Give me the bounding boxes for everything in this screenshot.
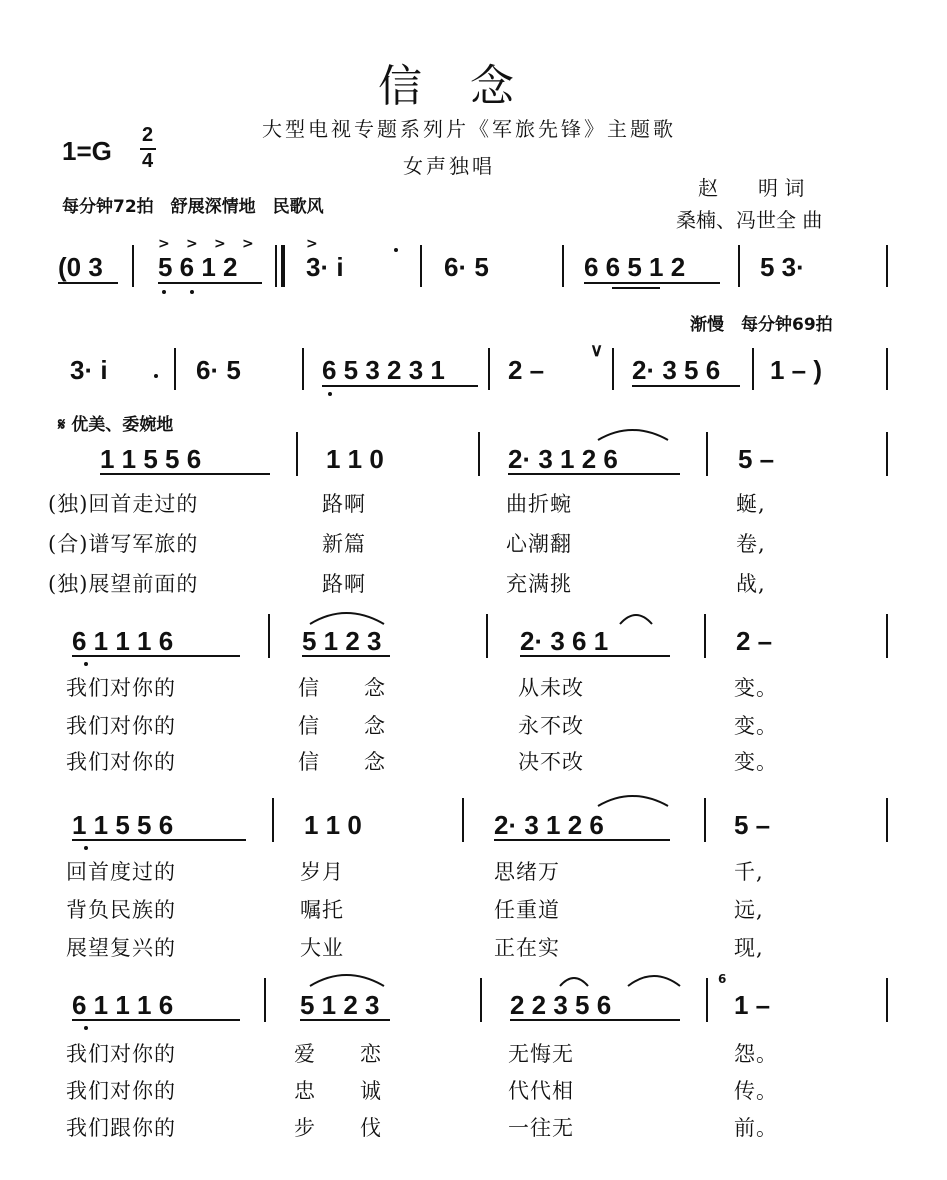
melody-measure: 5 –	[738, 444, 775, 474]
lyric-line: 远,	[734, 898, 764, 922]
melody-measure: 1 1 0	[304, 810, 362, 840]
lyric-line: 正在实	[494, 936, 560, 960]
tempo-change: 渐慢 每分钟69拍	[690, 315, 833, 335]
lyric-line: 路啊	[322, 492, 366, 516]
lyric-line: 信 念	[298, 714, 386, 738]
lyric-line: 蜒,	[736, 492, 766, 516]
svg-text:>: >	[158, 236, 170, 252]
melody-measure: 2· 3 1 2 6	[508, 444, 618, 474]
page-title: 信 念	[378, 61, 516, 112]
melody-measure: 5 1 2 3	[302, 626, 382, 656]
intro-measure-2: 5 6 1 2	[158, 252, 238, 282]
melody-measure: 1 1 0	[326, 444, 384, 474]
svg-text:>: >	[186, 236, 198, 252]
lyric-line: 无悔无	[508, 1042, 574, 1066]
tempo-marking: 每分钟72拍 舒展深情地 民歌风	[62, 197, 324, 217]
melody-measure: 2· 3 6 1	[520, 626, 609, 656]
performer: 女声独唱	[403, 154, 495, 178]
lyric-line: 变。	[734, 676, 778, 700]
lyric-line: 变。	[734, 714, 778, 738]
time-signature-top: 2	[142, 124, 154, 146]
lyric-line: 心潮翻	[506, 532, 572, 556]
subtitle: 大型电视专题系列片《军旅先锋》主题歌	[262, 117, 676, 141]
lyric-line: 现,	[734, 936, 764, 960]
lyric-line: 前。	[734, 1116, 778, 1140]
melody-measure: 6 1 1 1 6	[72, 626, 174, 656]
lyric-line: 代代相	[508, 1079, 574, 1103]
lyric-line: (合)谱写军旅的	[48, 532, 199, 556]
lyric-line: 任重道	[494, 898, 560, 922]
time-signature-bottom: 4	[142, 150, 154, 172]
intro-measure-5: 6 6 5 1 2	[584, 252, 686, 282]
lyric-line: (独)展望前面的	[48, 572, 199, 596]
lyric-line: 展望复兴的	[66, 936, 176, 960]
lyric-line: 充满挑	[506, 572, 572, 596]
melody-measure: 2 2 3 5 6	[510, 990, 612, 1020]
intro-measure-6: 5 3·	[760, 252, 805, 282]
lyric-line: 我们跟你的	[66, 1116, 176, 1140]
intro-measure-8: 6· 5	[196, 355, 241, 385]
lyric-line: 永不改	[518, 714, 584, 738]
lyric-line: 从未改	[518, 676, 584, 700]
lyric-line: 岁月	[300, 860, 344, 884]
melody-measure: 1 –	[734, 990, 771, 1020]
key-signature: 1=G	[62, 136, 112, 166]
lyric-line: 背负民族的	[66, 898, 176, 922]
melody-measure: 5 1 2 3	[300, 990, 380, 1020]
melody-measure: 2 –	[736, 626, 773, 656]
lyric-line: 信 念	[298, 676, 386, 700]
lyric-line: 爱 恋	[294, 1042, 382, 1066]
melody-measure: 5 –	[734, 810, 771, 840]
lyric-line: 回首度过的	[66, 860, 176, 884]
lyric-line: 忠 诚	[294, 1079, 382, 1103]
lyric-line: 卷,	[736, 532, 766, 556]
intro-measure-7: 3· i	[70, 355, 108, 385]
lyric-line: 信 念	[298, 750, 386, 774]
lyric-line: 一往无	[508, 1116, 574, 1140]
lyric-line: 曲折蜿	[506, 492, 572, 516]
lyric-line: 我们对你的	[66, 676, 176, 700]
intro-measure-12: 1 – )	[770, 355, 823, 385]
lyric-line: 步 伐	[294, 1116, 382, 1140]
lyric-line: 思绪万	[494, 860, 560, 884]
lyric-line: 我们对你的	[66, 750, 176, 774]
lyric-line: 新篇	[322, 532, 366, 556]
melody-measure: 1 1 5 5 6	[72, 810, 174, 840]
melody-measure: 2· 3 1 2 6	[494, 810, 604, 840]
lyric-line: (独)回首走过的	[48, 492, 199, 516]
svg-text:>: >	[242, 236, 254, 252]
lyric-line: 怨。	[734, 1042, 778, 1066]
melody-measure: 1 1 5 5 6	[100, 444, 202, 474]
lyric-line: 决不改	[518, 750, 584, 774]
intro-measure-3: 3· i	[306, 252, 344, 282]
lyric-line: 变。	[734, 750, 778, 774]
lyric-line: 嘱托	[300, 898, 344, 922]
expression-marking: 𝄋 优美、委婉地	[58, 415, 174, 435]
lyricist-credit: 赵 明 词	[698, 176, 805, 200]
intro-measure-10: 2 –	[508, 355, 545, 385]
intro-measure-9: 6 5 3 2 3 1	[322, 355, 445, 385]
intro-measure-4: 6· 5	[444, 252, 489, 282]
grace-note: 6	[718, 972, 727, 986]
lyric-line: 路啊	[322, 572, 366, 596]
melody-measure: 6 1 1 1 6	[72, 990, 174, 1020]
svg-text:>: >	[306, 236, 318, 252]
breath-mark-icon: ∨	[590, 340, 604, 360]
lyric-line: 战,	[736, 572, 766, 596]
composer-credit: 桑楠、冯世全 曲	[676, 208, 823, 232]
intro-measure-1: (0 3	[58, 252, 103, 282]
lyric-line: 千,	[734, 860, 764, 884]
lyric-line: 我们对你的	[66, 1079, 176, 1103]
intro-measure-11: 2· 3 5 6	[632, 355, 721, 385]
svg-text:>: >	[214, 236, 226, 252]
lyric-line: 大业	[300, 936, 344, 960]
lyric-line: 传。	[734, 1079, 778, 1103]
lyric-line: 我们对你的	[66, 1042, 176, 1066]
lyric-line: 我们对你的	[66, 714, 176, 738]
